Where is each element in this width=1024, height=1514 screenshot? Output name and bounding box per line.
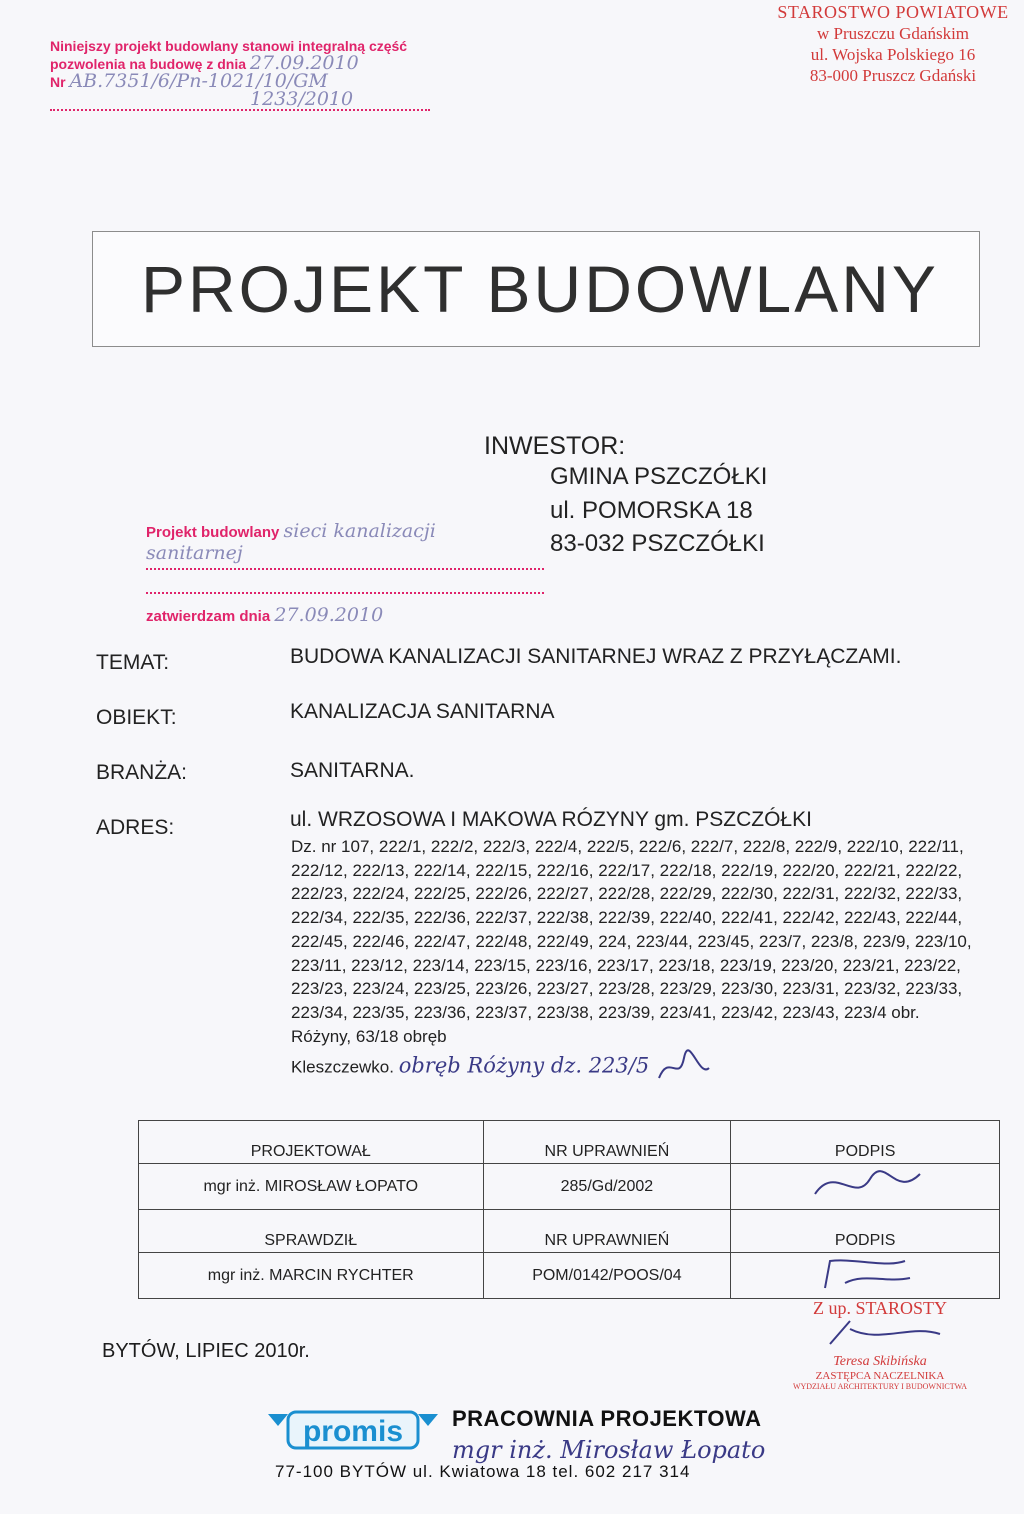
obiekt-value: KANALIZACJA SANITARNA bbox=[290, 700, 555, 723]
checker-signature-mark bbox=[795, 1253, 935, 1293]
permit-stamp bbox=[50, 38, 430, 111]
approval-dotted-1 bbox=[146, 568, 544, 570]
approval-dotted-2 bbox=[146, 592, 544, 594]
designer-header: PROJEKTOWAŁ bbox=[139, 1121, 484, 1164]
logo-text: promis bbox=[302, 1415, 404, 1448]
approval-hand-2: sanitarnej bbox=[146, 542, 243, 564]
document-title: PROJEKT BUDOWLANY bbox=[141, 252, 939, 326]
signature-table bbox=[138, 1120, 1000, 1299]
stamp-postal: 83-000 Pruszcz Gdański bbox=[809, 66, 977, 85]
company-address: 77-100 BYTÓW ul. Kwiatowa 18 tel. 602 217 314 bbox=[275, 1462, 691, 1481]
designer-license: 285/Gd/2002 bbox=[483, 1164, 731, 1210]
temat-label: TEMAT: bbox=[96, 651, 170, 674]
deputy-signature-mark bbox=[810, 1319, 950, 1349]
approval-stamp bbox=[146, 520, 544, 626]
approval-hand-1: sieci kanalizacji bbox=[283, 520, 436, 542]
investor-street: ul. POMORSKA 18 bbox=[550, 497, 753, 524]
checker-license: POM/0142/POOS/04 bbox=[483, 1253, 731, 1299]
designer-header-row bbox=[139, 1121, 1000, 1164]
branza-label: BRANŻA: bbox=[96, 761, 188, 784]
approval-date-handwritten: 27.09.2010 bbox=[274, 604, 384, 626]
company-name: PRACOWNIA PROJEKTOWA bbox=[452, 1406, 762, 1431]
designer-signature-mark bbox=[795, 1164, 935, 1204]
checker-name: mgr inż. MARCIN RYCHTER bbox=[139, 1253, 484, 1299]
company-owner-handwritten: mgr inż. Mirosław Łopato bbox=[452, 1436, 766, 1464]
investor-name: GMINA PSZCZÓŁKI bbox=[550, 463, 768, 490]
initials-signature bbox=[654, 1048, 714, 1088]
stamp-city: w Pruszczu Gdańskim bbox=[816, 24, 970, 43]
checker-signature bbox=[731, 1253, 1000, 1299]
approval-prefix: Projekt budowlany bbox=[146, 524, 280, 541]
starostwo-stamp bbox=[768, 2, 1018, 86]
license-header: NR UPRAWNIEŃ bbox=[483, 1121, 731, 1164]
branza-value: SANITARNA. bbox=[290, 759, 415, 782]
plot-numbers bbox=[291, 835, 981, 1088]
deputy-stamp bbox=[760, 1298, 1000, 1391]
designer-row bbox=[139, 1164, 1000, 1210]
deputy-line-1: Z up. STAROSTY bbox=[812, 1298, 948, 1318]
permit-line-3 bbox=[50, 70, 430, 92]
checker-license-header: NR UPRAWNIEŃ bbox=[483, 1210, 731, 1253]
permit-number-prefix: Nr bbox=[50, 74, 66, 90]
plot-handwritten-addition: obręb Różyny dz. 223/5 bbox=[398, 1053, 650, 1078]
approval-line-2 bbox=[146, 542, 544, 564]
investor-city: 83-032 PSZCZÓŁKI bbox=[550, 530, 765, 557]
checker-signature-header: PODPIS bbox=[731, 1210, 1000, 1253]
stamp-office: STAROSTWO POWIATOWE bbox=[777, 2, 1009, 22]
designer-name: mgr inż. MIROSŁAW ŁOPATO bbox=[139, 1164, 484, 1210]
permit-date-handwritten: 27.09.2010 bbox=[249, 52, 359, 74]
deputy-dept: WYDZIAŁU ARCHITEKTURY I BUDOWNICTWA bbox=[792, 1382, 968, 1391]
permit-line-2-prefix: pozwolenia na budowę z dnia bbox=[50, 56, 247, 72]
permit-line-4 bbox=[50, 88, 430, 110]
plot-list-end: Kleszczewko. bbox=[291, 1057, 394, 1077]
permit-number-suffix-handwritten: 1233/2010 bbox=[250, 88, 354, 110]
temat-value: BUDOWA KANALIZACJI SANITARNEJ WRAZ Z PRZYŁĄCZAMI. bbox=[290, 645, 902, 668]
plot-list: Dz. nr 107, 222/1, 222/2, 222/3, 222/4, 222/5, 222/6, 222/7, 222/8, 222/9, 222/10, 222/11, 222/12, 222/13, 222/14, 222/15, 222/16, 222/17, 222/18, 222/19, 222/20, 222/21, 222/22, 222/23, 222/24, 222/25, 222/26, 222/27, 222/28, 222/29, 222/30, 222/31, 222/32, 222/33, 222/34, 222/35, 222/36, 222/37, 222/38, 222/39, 222/40, 222/41, 222/42, 222/43, 222/44, 222/45, 222/46, 222/47, 222/48, 222/49, 224, 223/44, 223/45, 223/7, 223/8, 223/9, 223/10, 223/11, 223/12, 223/14, 223/15, 223/16, 223/17, 223/18, 223/19, 223/20, 223/21, 223/22, 223/23, 223/24, 223/25, 223/26, 223/27, 223/28, 223/29, 223/30, 223/31, 223/32, 223/33, 223/34, 223/35, 223/36, 223/37, 223/38, 223/39, 223/41, 223/42, 223/43, 223/4 obr. Różyny, 63/18 obręb bbox=[291, 837, 972, 1046]
permit-dotted-line bbox=[50, 109, 430, 111]
stamp-street: ul. Wojska Polskiego 16 bbox=[810, 45, 976, 64]
deputy-name: Teresa Skibińska bbox=[833, 1354, 927, 1369]
checker-header: SPRAWDZIŁ bbox=[139, 1210, 484, 1253]
approval-line-1 bbox=[146, 520, 544, 542]
permit-line-1: Niniejszy projekt budowlany stanowi integralną część bbox=[50, 38, 408, 54]
approval-approve-prefix: zatwierdzam dnia bbox=[146, 608, 271, 625]
investor-heading: INWESTOR: bbox=[484, 432, 626, 460]
approval-line-3 bbox=[146, 604, 544, 626]
title-box bbox=[92, 231, 980, 347]
permit-number-handwritten: AB.7351/6/Pn-1021/10/GM bbox=[69, 70, 328, 92]
adres-value: ul. WRZOSOWA I MAKOWA RÓZYNY gm. PSZCZÓŁKI bbox=[290, 808, 812, 831]
deputy-role: ZASTĘPCA NACZELNIKA bbox=[815, 1370, 945, 1382]
place-date: BYTÓW, LIPIEC 2010r. bbox=[102, 1340, 310, 1362]
designer-signature bbox=[731, 1164, 1000, 1210]
checker-row bbox=[139, 1253, 1000, 1299]
obiekt-label: OBIEKT: bbox=[96, 706, 177, 729]
promis-logo bbox=[268, 1408, 438, 1452]
checker-header-row bbox=[139, 1210, 1000, 1253]
adres-label: ADRES: bbox=[96, 816, 175, 839]
signature-header: PODPIS bbox=[731, 1121, 1000, 1164]
